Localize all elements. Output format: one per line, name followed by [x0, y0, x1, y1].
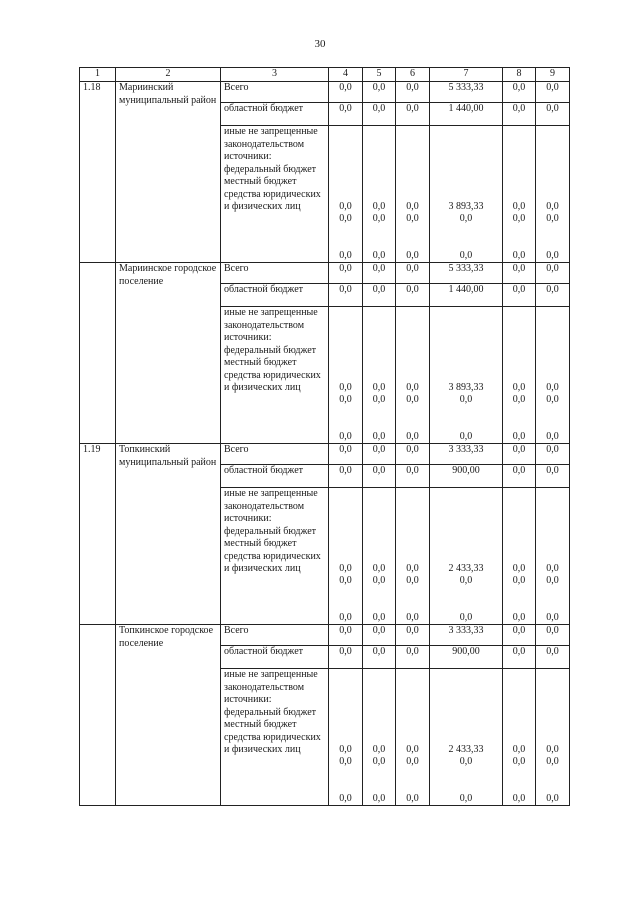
- value-cell: [536, 669, 570, 806]
- value-cell: 0,0: [396, 444, 430, 465]
- row-number: 1.19: [80, 444, 116, 625]
- value-cell: 0,0: [503, 465, 536, 488]
- local-value: 0,0: [339, 394, 352, 406]
- local-value: 0,0: [372, 575, 386, 587]
- value-stack: [506, 126, 532, 262]
- spacer: [399, 769, 426, 793]
- other-sources-label: иные не запрещенные законодательством источники:: [224, 126, 318, 162]
- federal-budget-label: федеральный бюджет: [224, 344, 317, 356]
- local-value: 0,0: [339, 575, 352, 587]
- spacer: [433, 126, 499, 201]
- federal-value: 2 433,33: [448, 562, 484, 574]
- value-cell: 0,0: [536, 284, 570, 307]
- value-stack: [433, 669, 499, 805]
- spacer: [539, 307, 566, 382]
- value-cell: 5 333,33: [430, 263, 503, 284]
- spacer: [399, 126, 426, 201]
- spacer: [332, 126, 359, 201]
- local-value: 0,0: [339, 756, 352, 768]
- col-header: 6: [396, 68, 430, 82]
- federal-value: 0,0: [339, 381, 352, 393]
- value-cell: 3 333,33: [430, 625, 503, 646]
- territory-name: Топкинский муниципальный район: [116, 444, 221, 625]
- legal-value: 0,0: [339, 792, 352, 804]
- value-cell: [396, 488, 430, 625]
- value-cell: 0,0: [503, 103, 536, 126]
- row-number: 1.18: [80, 82, 116, 263]
- value-cell: 0,0: [396, 465, 430, 488]
- local-value: 0,0: [512, 394, 526, 406]
- spacer: [506, 226, 532, 250]
- federal-value: 0,0: [339, 743, 352, 755]
- value-stack: [399, 488, 426, 624]
- funding-source-total: Всего: [221, 82, 329, 103]
- legal-value: 0,0: [339, 249, 352, 261]
- spacer: [399, 307, 426, 382]
- value-cell: [329, 669, 363, 806]
- value-cell: 0,0: [536, 103, 570, 126]
- spacer: [399, 669, 426, 744]
- col-header: 2: [116, 68, 221, 82]
- federal-value: 0,0: [546, 381, 559, 393]
- funding-source-other: [221, 307, 329, 444]
- col-header: 9: [536, 68, 570, 82]
- other-sources-label: иные не запрещенные законодательством источники:: [224, 307, 318, 343]
- legal-value: 0,0: [372, 249, 386, 261]
- value-cell: [430, 488, 503, 625]
- spacer: [539, 588, 566, 612]
- value-cell: 0,0: [329, 646, 363, 669]
- local-value: 0,0: [512, 575, 526, 587]
- value-stack: [539, 488, 566, 624]
- value-cell: [430, 126, 503, 263]
- local-value: 0,0: [459, 575, 473, 587]
- value-cell: [396, 126, 430, 263]
- territory-name: Топкинское городское поселение: [116, 625, 221, 806]
- federal-value: 3 893,33: [448, 381, 484, 393]
- table-row: [80, 263, 570, 284]
- federal-budget-label: федеральный бюджет: [224, 706, 317, 718]
- spacer: [366, 769, 392, 793]
- legal-value: 0,0: [372, 792, 386, 804]
- federal-value: 0,0: [372, 200, 386, 212]
- federal-value: 0,0: [372, 381, 386, 393]
- source-list: [224, 488, 325, 624]
- value-cell: 0,0: [536, 82, 570, 103]
- legal-value: 0,0: [546, 249, 559, 261]
- legal-value: 0,0: [512, 792, 526, 804]
- value-cell: 0,0: [363, 284, 396, 307]
- federal-value: 0,0: [512, 743, 526, 755]
- funding-source-regional: областной бюджет: [221, 465, 329, 488]
- local-value: 0,0: [546, 575, 559, 587]
- federal-budget-label: федеральный бюджет: [224, 525, 317, 537]
- local-value: 0,0: [406, 756, 419, 768]
- value-stack: [332, 669, 359, 805]
- local-budget-label: местный бюджет: [224, 538, 297, 549]
- local-budget-label: местный бюджет: [224, 357, 297, 368]
- legal-value: 0,0: [459, 611, 473, 623]
- value-stack: [366, 488, 392, 624]
- local-value: 0,0: [406, 213, 419, 225]
- value-cell: 0,0: [536, 646, 570, 669]
- spacer: [506, 588, 532, 612]
- value-cell: 0,0: [363, 465, 396, 488]
- value-stack: [539, 126, 566, 262]
- local-value: 0,0: [459, 394, 473, 406]
- federal-value: 0,0: [512, 381, 526, 393]
- value-cell: 0,0: [396, 263, 430, 284]
- federal-value: 0,0: [339, 200, 352, 212]
- value-cell: [363, 307, 396, 444]
- value-cell: 0,0: [503, 82, 536, 103]
- value-cell: 0,0: [503, 625, 536, 646]
- federal-value: 0,0: [512, 200, 526, 212]
- value-cell: 0,0: [396, 646, 430, 669]
- value-stack: [332, 307, 359, 443]
- spacer: [506, 407, 532, 431]
- legal-value: 0,0: [512, 249, 526, 261]
- legal-value: 0,0: [406, 249, 419, 261]
- funding-source-other: [221, 488, 329, 625]
- source-list: [224, 669, 325, 805]
- legal-value: 0,0: [459, 792, 473, 804]
- value-cell: 0,0: [503, 444, 536, 465]
- value-cell: 5 333,33: [430, 82, 503, 103]
- local-budget-label: местный бюджет: [224, 719, 297, 730]
- value-cell: [503, 126, 536, 263]
- value-cell: 0,0: [536, 444, 570, 465]
- spacer: [433, 588, 499, 612]
- spacer: [433, 669, 499, 744]
- spacer: [366, 669, 392, 744]
- value-stack: [332, 488, 359, 624]
- value-stack: [506, 307, 532, 443]
- value-cell: [396, 307, 430, 444]
- spacer: [506, 669, 532, 744]
- legal-value: 0,0: [546, 792, 559, 804]
- col-header: 3: [221, 68, 329, 82]
- legal-entities-label: средства юридических и физических лиц: [224, 188, 321, 212]
- funding-source-regional: областной бюджет: [221, 646, 329, 669]
- page-number: 30: [314, 38, 326, 50]
- local-value: 0,0: [546, 213, 559, 225]
- funding-source-total: Всего: [221, 263, 329, 284]
- federal-value: 0,0: [372, 743, 386, 755]
- local-value: 0,0: [406, 575, 419, 587]
- value-cell: 0,0: [536, 465, 570, 488]
- spacer: [539, 126, 566, 201]
- value-cell: 0,0: [329, 263, 363, 284]
- value-cell: 900,00: [430, 465, 503, 488]
- value-cell: 0,0: [363, 103, 396, 126]
- value-stack: [399, 307, 426, 443]
- funding-source-regional: областной бюджет: [221, 284, 329, 307]
- territory-name: Мариинское городское поселение: [116, 263, 221, 444]
- spacer: [332, 226, 359, 250]
- spacer: [399, 488, 426, 563]
- spacer: [332, 669, 359, 744]
- col-header: 4: [329, 68, 363, 82]
- value-stack: [366, 307, 392, 443]
- spacer: [332, 488, 359, 563]
- spacer: [433, 407, 499, 431]
- legal-value: 0,0: [339, 611, 352, 623]
- spacer: [539, 488, 566, 563]
- value-cell: 0,0: [329, 625, 363, 646]
- value-cell: [396, 669, 430, 806]
- federal-value: 0,0: [406, 381, 419, 393]
- local-value: 0,0: [512, 213, 526, 225]
- spacer: [399, 588, 426, 612]
- value-cell: 0,0: [363, 625, 396, 646]
- value-cell: 3 333,33: [430, 444, 503, 465]
- value-cell: [363, 126, 396, 263]
- other-sources-label: иные не запрещенные законодательством источники:: [224, 669, 318, 705]
- funding-source-other: [221, 126, 329, 263]
- federal-value: 0,0: [406, 200, 419, 212]
- funding-source-regional: областной бюджет: [221, 103, 329, 126]
- local-budget-label: местный бюджет: [224, 176, 297, 187]
- federal-value: 0,0: [406, 562, 419, 574]
- col-header: 1: [80, 68, 116, 82]
- spacer: [506, 769, 532, 793]
- funding-source-other: [221, 669, 329, 806]
- value-cell: 0,0: [396, 103, 430, 126]
- value-stack: [332, 126, 359, 262]
- spacer: [332, 769, 359, 793]
- spacer: [399, 226, 426, 250]
- value-cell: 1 440,00: [430, 103, 503, 126]
- local-value: 0,0: [546, 756, 559, 768]
- value-cell: [503, 307, 536, 444]
- value-cell: [329, 488, 363, 625]
- table-body: [80, 82, 570, 806]
- value-stack: [366, 126, 392, 262]
- value-cell: 0,0: [503, 646, 536, 669]
- legal-value: 0,0: [459, 430, 473, 442]
- value-cell: 0,0: [329, 444, 363, 465]
- legal-value: 0,0: [372, 611, 386, 623]
- local-value: 0,0: [372, 394, 386, 406]
- value-stack: [506, 669, 532, 805]
- table-row: [80, 444, 570, 465]
- territory-name: Мариинский муниципальный район: [116, 82, 221, 263]
- legal-value: 0,0: [512, 430, 526, 442]
- value-cell: 0,0: [536, 263, 570, 284]
- value-cell: [536, 488, 570, 625]
- federal-value: 0,0: [372, 562, 386, 574]
- spacer: [433, 488, 499, 563]
- value-cell: 0,0: [536, 625, 570, 646]
- spacer: [539, 669, 566, 744]
- federal-budget-label: федеральный бюджет: [224, 163, 317, 175]
- legal-value: 0,0: [546, 430, 559, 442]
- col-header: 5: [363, 68, 396, 82]
- value-cell: 0,0: [363, 82, 396, 103]
- value-stack: [539, 669, 566, 805]
- budget-table: [79, 67, 570, 806]
- spacer: [506, 126, 532, 201]
- federal-value: 0,0: [339, 562, 352, 574]
- legal-value: 0,0: [546, 611, 559, 623]
- value-cell: 0,0: [396, 284, 430, 307]
- local-value: 0,0: [339, 213, 352, 225]
- col-header: 8: [503, 68, 536, 82]
- federal-value: 2 433,33: [448, 743, 484, 755]
- value-cell: [536, 307, 570, 444]
- spacer: [539, 769, 566, 793]
- value-cell: 0,0: [329, 103, 363, 126]
- spacer: [366, 126, 392, 201]
- legal-value: 0,0: [372, 430, 386, 442]
- value-cell: [363, 488, 396, 625]
- value-cell: 0,0: [396, 82, 430, 103]
- spacer: [433, 226, 499, 250]
- legal-value: 0,0: [459, 249, 473, 261]
- legal-entities-label: средства юридических и физических лиц: [224, 731, 321, 755]
- federal-value: 0,0: [406, 743, 419, 755]
- legal-entities-label: средства юридических и физических лиц: [224, 369, 321, 393]
- value-cell: 0,0: [363, 444, 396, 465]
- value-cell: [503, 669, 536, 806]
- value-stack: [399, 669, 426, 805]
- local-value: 0,0: [512, 756, 526, 768]
- federal-value: 0,0: [512, 562, 526, 574]
- column-number-row: [80, 68, 570, 82]
- value-cell: 900,00: [430, 646, 503, 669]
- local-value: 0,0: [372, 213, 386, 225]
- col-header: 7: [430, 68, 503, 82]
- spacer: [332, 307, 359, 382]
- value-cell: [503, 488, 536, 625]
- value-cell: [329, 307, 363, 444]
- value-stack: [539, 307, 566, 443]
- value-cell: 0,0: [329, 465, 363, 488]
- federal-value: 0,0: [546, 200, 559, 212]
- value-stack: [433, 307, 499, 443]
- federal-value: 3 893,33: [448, 200, 484, 212]
- local-value: 0,0: [459, 756, 473, 768]
- spacer: [539, 226, 566, 250]
- value-cell: [536, 126, 570, 263]
- legal-value: 0,0: [406, 430, 419, 442]
- value-stack: [506, 488, 532, 624]
- spacer: [433, 307, 499, 382]
- source-list: [224, 126, 325, 262]
- funding-source-total: Всего: [221, 625, 329, 646]
- spacer: [506, 307, 532, 382]
- spacer: [506, 488, 532, 563]
- value-stack: [366, 669, 392, 805]
- row-number: [80, 625, 116, 806]
- spacer: [366, 226, 392, 250]
- value-cell: [430, 669, 503, 806]
- spacer: [366, 307, 392, 382]
- row-number: [80, 263, 116, 444]
- value-stack: [433, 488, 499, 624]
- local-value: 0,0: [546, 394, 559, 406]
- value-stack: [433, 126, 499, 262]
- spacer: [399, 407, 426, 431]
- legal-value: 0,0: [406, 611, 419, 623]
- value-stack: [399, 126, 426, 262]
- legal-value: 0,0: [512, 611, 526, 623]
- other-sources-label: иные не запрещенные законодательством источники:: [224, 488, 318, 524]
- value-cell: 0,0: [329, 284, 363, 307]
- table-row: [80, 82, 570, 103]
- spacer: [539, 407, 566, 431]
- spacer: [332, 407, 359, 431]
- spacer: [366, 588, 392, 612]
- spacer: [366, 488, 392, 563]
- federal-value: 0,0: [546, 743, 559, 755]
- federal-value: 0,0: [546, 562, 559, 574]
- local-value: 0,0: [459, 213, 473, 225]
- value-cell: 1 440,00: [430, 284, 503, 307]
- spacer: [332, 588, 359, 612]
- local-value: 0,0: [406, 394, 419, 406]
- value-cell: [430, 307, 503, 444]
- value-cell: 0,0: [396, 625, 430, 646]
- table-row: [80, 625, 570, 646]
- spacer: [433, 769, 499, 793]
- value-cell: [329, 126, 363, 263]
- value-cell: 0,0: [363, 646, 396, 669]
- local-value: 0,0: [372, 756, 386, 768]
- value-cell: 0,0: [363, 263, 396, 284]
- value-cell: 0,0: [503, 284, 536, 307]
- legal-value: 0,0: [339, 430, 352, 442]
- legal-value: 0,0: [406, 792, 419, 804]
- funding-source-total: Всего: [221, 444, 329, 465]
- spacer: [366, 407, 392, 431]
- legal-entities-label: средства юридических и физических лиц: [224, 550, 321, 574]
- value-cell: [363, 669, 396, 806]
- value-cell: 0,0: [329, 82, 363, 103]
- source-list: [224, 307, 325, 443]
- value-cell: 0,0: [503, 263, 536, 284]
